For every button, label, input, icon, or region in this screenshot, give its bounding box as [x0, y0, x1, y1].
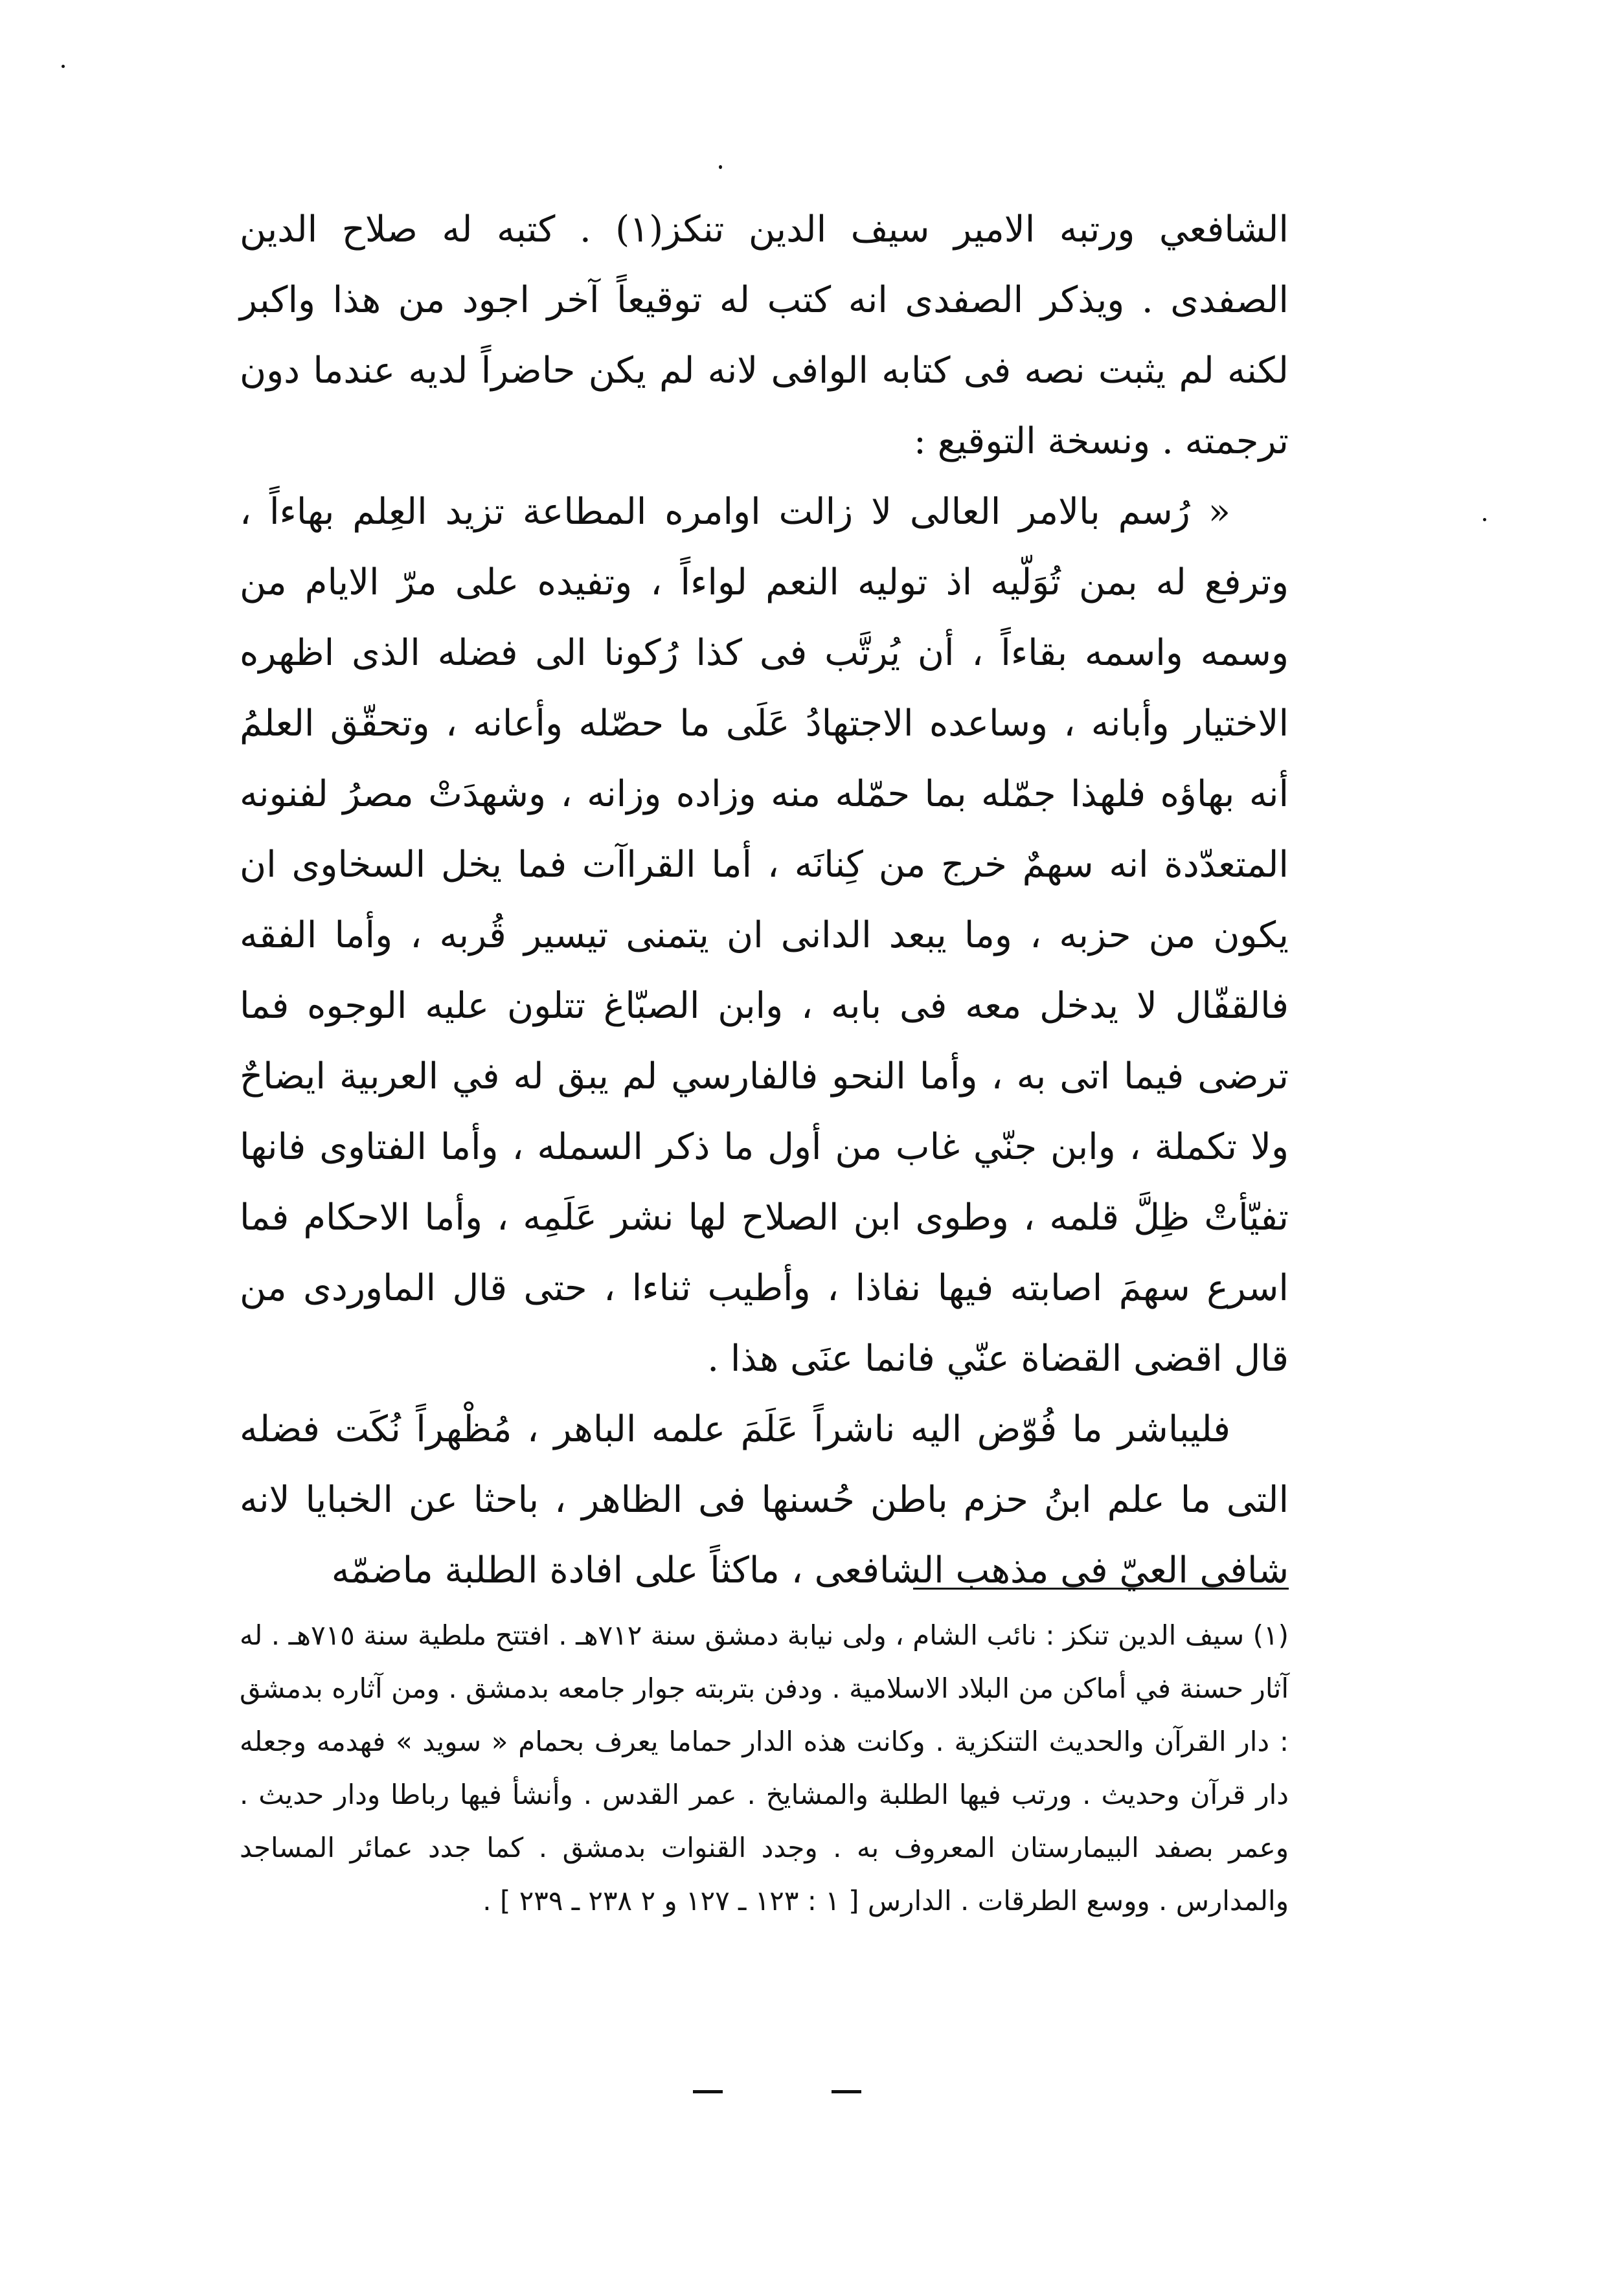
page-number-marks — [693, 2078, 861, 2104]
scan-speck — [62, 65, 65, 68]
footnote-separator — [913, 1588, 1289, 1590]
paragraph: فليباشر ما فُوّض اليه ناشراً عَلَمَ علمه الباهر ، مُظْهراً نُكَت فضله التى ما علم ابنُ حزم باطن حُسنها فى الظاهر ، باحثا عن الخبايا لانه شافى العيّ فى مذهب الشافعى ، ماكثاً على افادة الطلبة ماضمّه — [240, 1408, 1289, 1592]
footnote — [240, 1609, 1289, 1928]
scan-speck — [719, 165, 722, 169]
scan-speck — [1483, 518, 1486, 521]
dash-mark — [693, 2090, 723, 2093]
paragraph: الشافعي ورتبه الامير سيف الدين تنكز(١) . كتبه له صلاح الدين الصفدى . ويذكر الصفدى انه كتب له توقيعاً آخر اجود من هذا واكبر لكنه لم يثبت نصه فى كتابه الوافى لانه لم يكن حاضراً لديه عندما دون ترجمته . ونسخة التوقيع : — [240, 208, 1289, 462]
paragraph: « رُسم بالامر العالى لا زالت اوامره المطاعة تزيد العِلم بهاءاً ، وترفع له بمن تُوَلّيه اذ توليه النعم لواءاً ، وتفيده على مرّ الايام من وسمه واسمه بقاءاً ، أن يُرتَّب فى كذا رُكونا الى فضله الذى اظهره الاختيار وأبانه ، وساعده الاجتهادُ عَلَى ما حصّله وأعانه ، وتحقّق العلمُ أنه بهاؤه فلهذا جمّله بما حمّله منه وزاده وزانه ، وشهدَتْ مصرُ لفنونه المتعدّدة انه سهمٌ خرج من كِنانَه ، أما القراآت فما يخل السخاوى ان يكون من حزبه ، وما يبعد الدانى ان يتمنى تيسير قُربه ، وأما الفقه فالقفّال لا يدخل معه فى بابه ، وابن الصبّاغ تتلون عليه الوجوه فما ترضى فيما اتى به ، وأما النحو فالفارسي لم يبق له في العربية ايضاحٌ ولا تكملة ، وابن جنّي غاب من أول ما ذكر السمله ، وأما الفتاوى فانها تفيّأتْ ظِلَّ قلمه ، وطوى ابن الصلاح لها نشر عَلَمِه ، وأما الاحكام فما اسرع سهمَ اصابته فيها نفاذا ، وأطيب ثناءا ، حتى قال الماوردى من قال اقضى القضاة عنّي فانما عنَى هذا . — [240, 491, 1289, 1380]
dash-mark — [832, 2090, 861, 2093]
main-text — [240, 194, 1289, 1606]
footnote-text: (١) سيف الدين تنكز : نائب الشام ، ولى نيابة دمشق سنة ٧١٢هـ . افتتح ملطية سنة ٧١٥هـ . له آثار حسنة في أماكن من البلاد الاسلامية . ودفن بتربته جوار جامعه بدمشق . ومن آثاره بدمشق : دار القرآن والحديث التنكزية . وكانت هذه الدار حماما يعرف بحمام « سويد » فهدمه وجعله دار قرآن وحديث . ورتب فيها الطلبة والمشايخ . عمر القدس . وأنشأ فيها رباطا ودار حديث . وعمر بصفد البيمارستان المعروف به . وجدد القنوات بدمشق . كما جدد عمائر المساجد والمدارس . ووسع الطرقات . الدارس [ ١ : ١٢٣ ـ ١٢٧ و ٢ ٢٣٨ ـ ٢٣٩ ] . — [240, 1619, 1289, 1917]
